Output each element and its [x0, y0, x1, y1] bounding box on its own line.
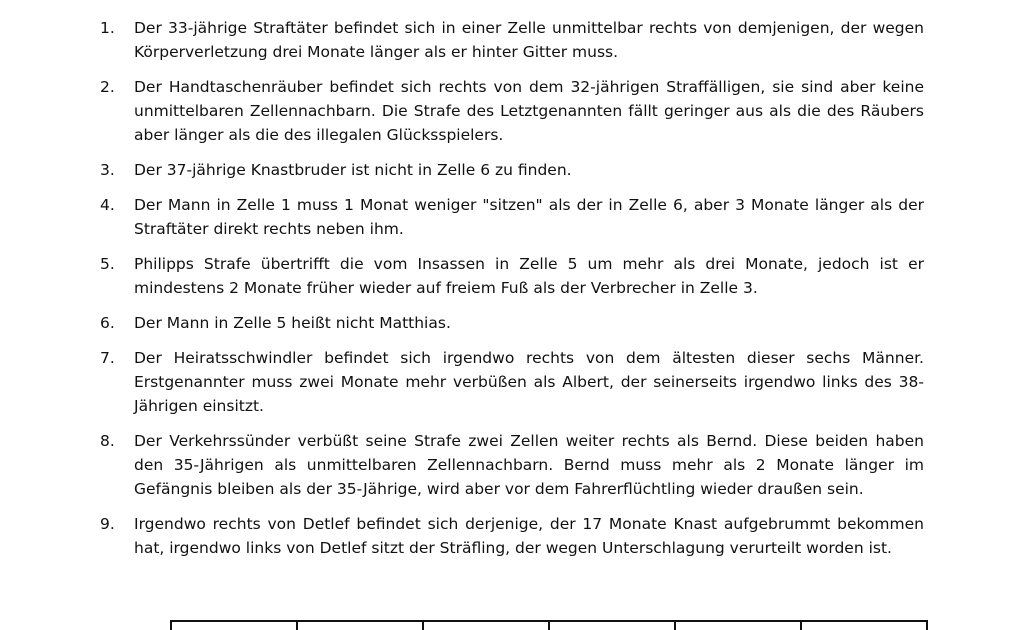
clue-text: Der Mann in Zelle 5 heißt nicht Matthias. [134, 314, 451, 332]
clue-text: Der 37-jährige Knastbruder ist nicht in Zelle 6 zu finden. [134, 161, 572, 179]
clue-number: 2. [100, 78, 115, 96]
cell-grid [170, 620, 928, 630]
grid-cell [298, 622, 424, 630]
clue-number: 5. [100, 255, 115, 273]
clue-text: Irgendwo rechts von Detlef befindet sich derjenige, der 17 Monate Knast aufgebrummt bekommen hat, irgendwo links von Detlef sitzt der Sträfling, der wegen Unterschlagung verurteilt worden ist. [134, 515, 924, 557]
clue-item [100, 193, 924, 241]
clue-text: Der 33-jährige Straftäter befindet sich in einer Zelle unmittelbar rechts von demjenigen, der wegen Körperverletzung drei Monate länger als er hinter Gitter muss. [134, 19, 924, 61]
clue-number: 4. [100, 196, 115, 214]
grid-cell [676, 622, 802, 630]
clue-text: Der Verkehrssünder verbüßt seine Strafe zwei Zellen weiter rechts als Bernd. Diese beiden haben den 35-Jährigen als unmittelbaren Zellennachbarn. Bernd muss mehr als 2 Monate länger im Gefängnis bleiben als der 35-Jährige, wird aber vor dem Fahrerflüchtling wieder draußen sein. [134, 432, 924, 498]
clue-item [100, 158, 924, 182]
clue-item [100, 512, 924, 560]
clue-item [100, 311, 924, 335]
clue-list [100, 16, 924, 571]
clue-number: 9. [100, 515, 115, 533]
grid-cell [802, 622, 926, 630]
clue-text: Der Heiratsschwindler befindet sich irgendwo rechts von dem ältesten dieser sechs Männer. Erstgenannter muss zwei Monate mehr verbüßen als Albert, der seinerseits irgendwo links des 38-Jährigen einsitzt. [134, 349, 924, 415]
clue-number: 8. [100, 432, 115, 450]
grid-cell [172, 622, 298, 630]
clue-text: Der Mann in Zelle 1 muss 1 Monat weniger "sitzen" als der in Zelle 6, aber 3 Monate länger als der Straftäter direkt rechts neben ihm. [134, 196, 924, 238]
clue-item [100, 252, 924, 300]
grid-cell [550, 622, 676, 630]
clue-number: 3. [100, 161, 115, 179]
grid-cell [424, 622, 550, 630]
clue-item [100, 16, 924, 64]
clue-number: 6. [100, 314, 115, 332]
clue-number: 7. [100, 349, 115, 367]
clue-item [100, 346, 924, 418]
clue-number: 1. [100, 19, 115, 37]
clue-item [100, 75, 924, 147]
clue-item [100, 429, 924, 501]
clue-text: Philipps Strafe übertrifft die vom Insassen in Zelle 5 um mehr als drei Monate, jedoch ist er mindestens 2 Monate früher wieder auf freiem Fuß als der Verbrecher in Zelle 3. [134, 255, 924, 297]
clue-text: Der Handtaschenräuber befindet sich rechts von dem 32-jährigen Straffälligen, sie sind aber keine unmittelbaren Zellennachbarn. Die Strafe des Letztgenannten fällt geringer aus als die des Räubers aber länger als die des illegalen Glücksspielers. [134, 78, 924, 144]
